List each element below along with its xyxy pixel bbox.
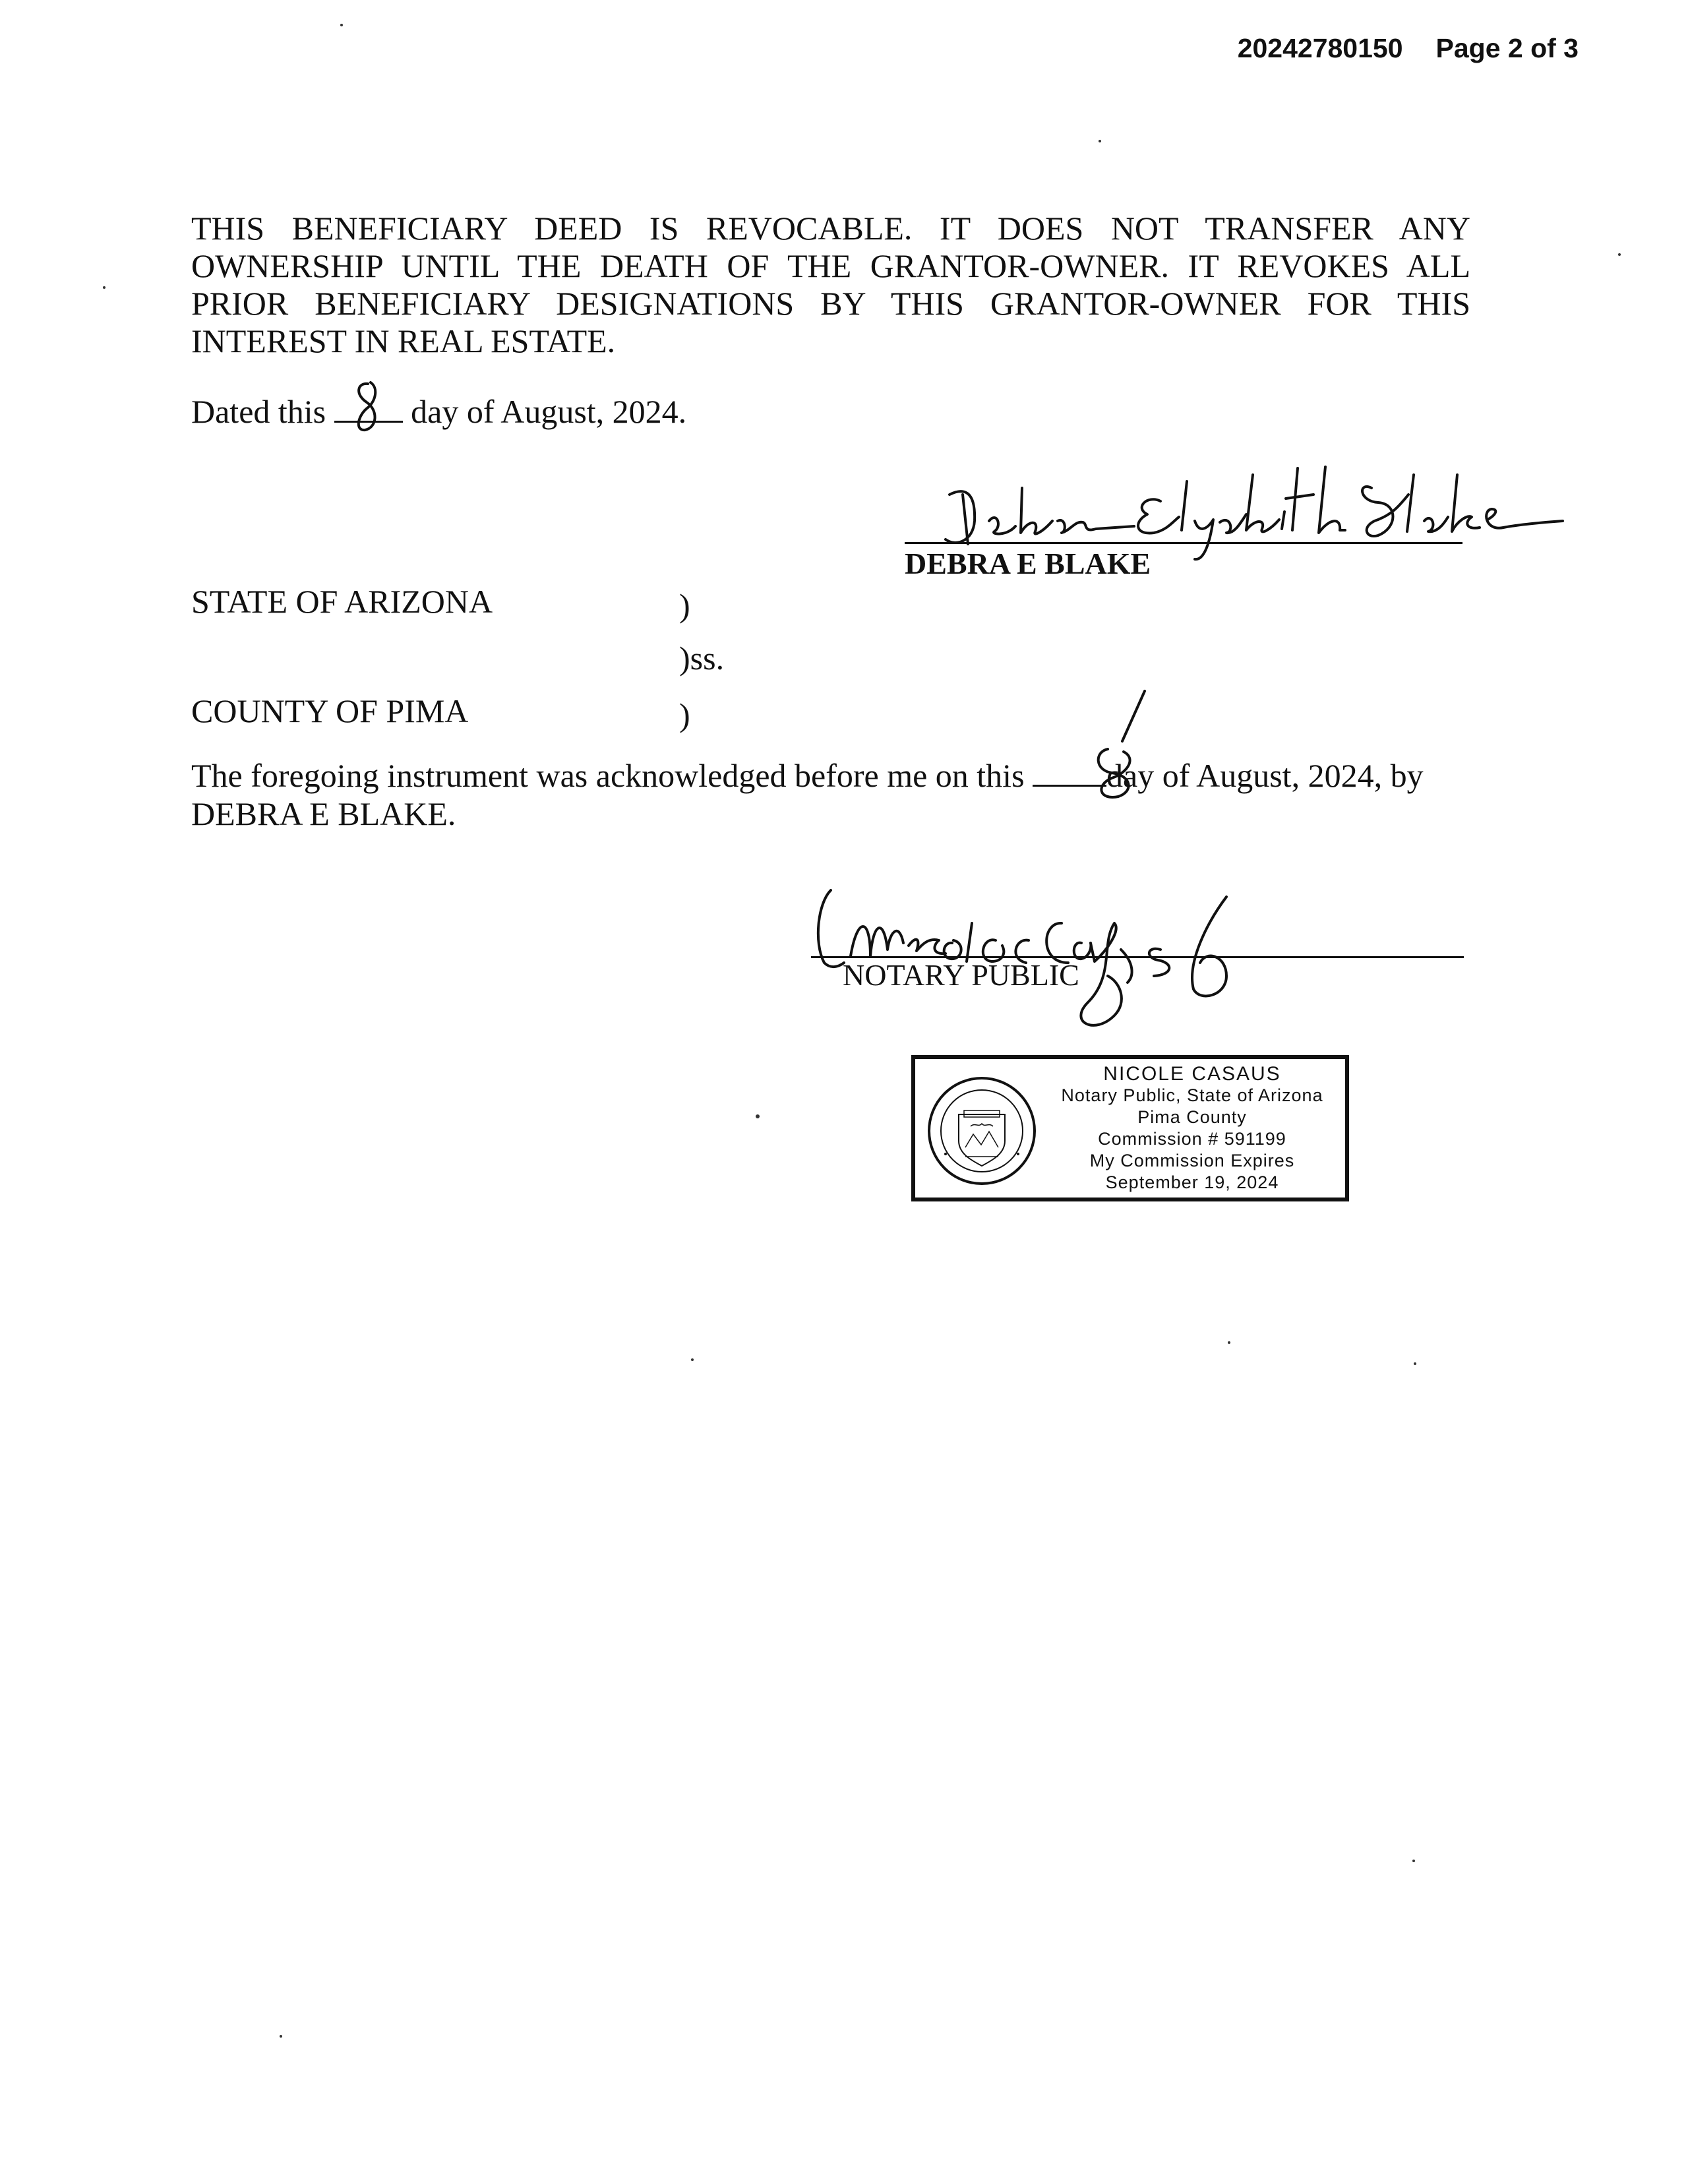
venue-state: STATE OF ARIZONA — [191, 583, 493, 620]
scan-speck — [280, 2035, 282, 2038]
grantor-printed-name: DEBRA E BLAKE — [905, 547, 1151, 580]
dated-line — [191, 393, 686, 431]
dated-suffix: day of August, 2024. — [411, 393, 687, 430]
stamp-notary-title: Notary Public, State of Arizona — [1061, 1085, 1323, 1105]
stamp-expires-date: September 19, 2024 — [1105, 1172, 1279, 1192]
venue-ss: )ss. — [679, 640, 725, 677]
scan-speck — [1618, 253, 1621, 256]
stamp-text — [1040, 1063, 1344, 1194]
stamp-notary-name: NICOLE CASAUS — [1103, 1063, 1281, 1085]
stamp-county: Pima County — [1137, 1107, 1247, 1127]
notary-stamp — [911, 1055, 1349, 1201]
scan-speck — [756, 1114, 760, 1118]
scan-speck — [1099, 140, 1101, 142]
scan-speck — [103, 286, 106, 289]
revocability-statement: THIS BENEFICIARY DEED IS REVOCABLE. IT DOES NOT TRANSFER ANY OWNERSHIP UNTIL THE DEATH OF THE GRANTOR-OWNER. IT REVOKES ALL PRIOR BENEFICIARY DESIGNATIONS BY THIS GRANTOR-OWNER FOR THIS INTEREST IN REAL ESTATE. — [191, 210, 1470, 359]
stamp-expires-label: My Commission Expires — [1089, 1151, 1295, 1170]
scan-speck — [340, 24, 343, 26]
acknowledgment-day-handwritten — [1081, 686, 1160, 804]
arizona-state-seal — [926, 1075, 1038, 1187]
scan-speck — [1228, 1341, 1230, 1344]
scan-speck — [691, 1358, 694, 1361]
dated-day-handwritten — [348, 379, 388, 438]
notary-public-label: NOTARY PUBLIC — [843, 958, 1079, 992]
acknowledgment-prefix: The foregoing instrument was acknowledged before me on this — [191, 757, 1025, 794]
document-number: 20242780150 — [1237, 33, 1403, 63]
venue-state-paren: ) — [679, 587, 690, 624]
acknowledgment-name: DEBRA E BLAKE. — [191, 795, 456, 832]
dated-prefix: Dated this — [191, 393, 326, 430]
acknowledgment-line-1 — [191, 757, 1470, 795]
scan-speck — [1414, 1362, 1416, 1365]
scan-speck — [1412, 1860, 1415, 1862]
grantor-signature-line — [905, 542, 1462, 544]
stamp-commission: Commission # 591199 — [1098, 1129, 1286, 1149]
venue-county-paren: ) — [679, 696, 690, 733]
page-indicator: Page 2 of 3 — [1435, 33, 1579, 63]
recording-header — [1238, 33, 1579, 64]
venue-county: COUNTY OF PIMA — [191, 692, 469, 729]
acknowledgment-suffix: day of August, 2024, by — [1106, 757, 1424, 794]
